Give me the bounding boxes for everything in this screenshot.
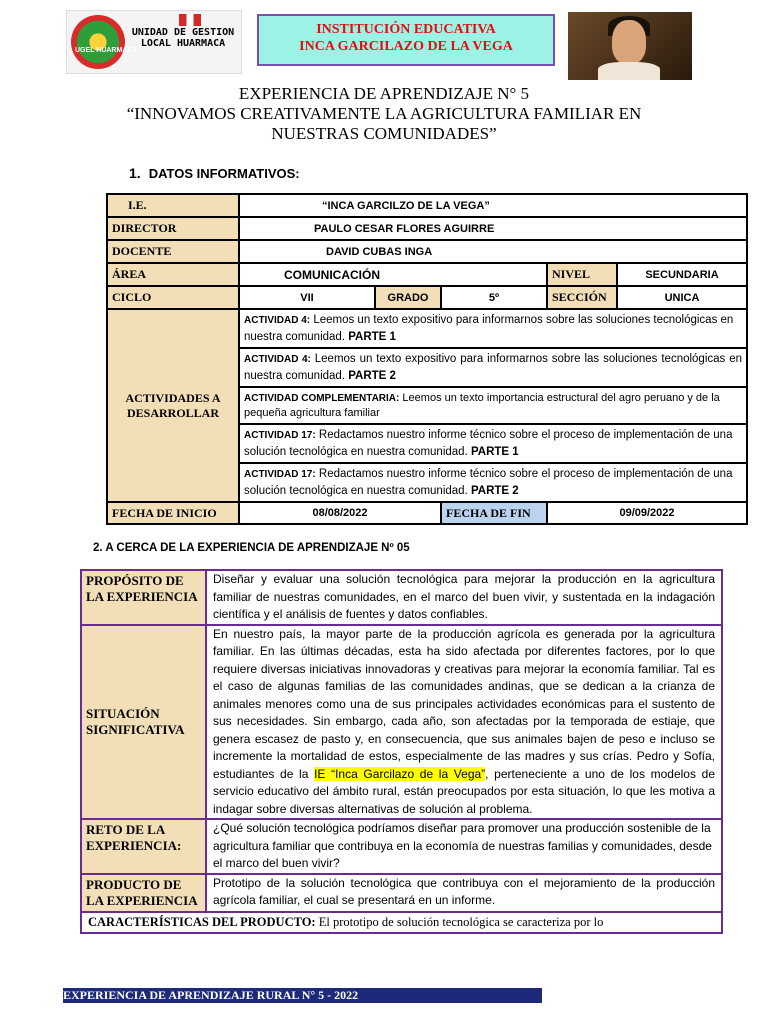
grado-label: GRADO <box>375 286 441 309</box>
caracteristicas-row <box>81 912 722 934</box>
table-row <box>107 286 747 309</box>
table-row <box>107 502 747 524</box>
actividad-item: ACTIVIDAD 4: Leemos un texto expositivo para informarnos sobre las soluciones tecnológicas en nuestra comunidad. PARTE 2 <box>239 348 747 387</box>
logo-text: UNIDAD DE GESTION LOCAL HUARMACA <box>131 27 235 49</box>
actividades-label: ACTIVIDADES A DESARROLLAR <box>107 309 239 502</box>
ie-value: “INCA GARCILZO DE LA VEGA” <box>239 194 747 217</box>
portrait-collar <box>598 62 660 80</box>
actividad-item: ACTIVIDAD 4: Leemos un texto expositivo para informarnos sobre las soluciones tecnológicas en nuestra comunidad. PARTE 1 <box>239 309 747 348</box>
section1-number: 1. <box>129 165 141 181</box>
section1-heading <box>129 165 300 181</box>
actividad-item: ACTIVIDAD 17: Redactamos nuestro informe técnico sobre el proceso de implementación de una solución tecnológica en nuestra comunidad. PARTE 1 <box>239 424 747 463</box>
actividad-item: ACTIVIDAD COMPLEMENTARIA: Leemos un texto importancia estructural del agro peruano y de la pequeña agricultura familiar <box>239 387 747 424</box>
footer-bar: EXPERIENCIA DE APRENDIZAJE RURAL N° 5 - 2022 <box>63 988 542 1003</box>
portrait-image <box>568 12 692 80</box>
ciclo-value: VII <box>239 286 375 309</box>
section1-title: DATOS INFORMATIVOS: <box>148 166 300 181</box>
fecha-fin-value: 09/09/2022 <box>547 502 747 524</box>
ugel-logo <box>66 10 242 74</box>
title-line1: EXPERIENCIA DE APRENDIZAJE N° 5 <box>238 84 530 103</box>
table-row <box>107 309 747 348</box>
ie-label: I.E. <box>107 194 239 217</box>
seal-text: UGEL HUARMACA <box>75 47 138 54</box>
table-row <box>81 625 722 820</box>
highlighted-school-name: IE “Inca Garcilazo de la Vega” <box>314 766 486 781</box>
institution-line1: INSTITUCIÓN EDUCATIVA <box>316 22 496 37</box>
table-row <box>107 240 747 263</box>
page-title <box>0 84 768 144</box>
producto-label: PRODUCTO DE LA EXPERIENCIA <box>81 874 206 912</box>
nivel-value: SECUNDARIA <box>617 263 747 286</box>
fecha-inicio-label: FECHA DE INICIO <box>107 502 239 524</box>
reto-label: RETO DE LA EXPERIENCIA: <box>81 819 206 874</box>
director-label: DIRECTOR <box>107 217 239 240</box>
grado-value: 5º <box>441 286 547 309</box>
seccion-label: SECCIÓN <box>547 286 617 309</box>
caracteristicas-text: El prototipo de solución tecnológica se caracteriza por lo <box>315 914 604 929</box>
seccion-value: UNICA <box>617 286 747 309</box>
fecha-fin-label: FECHA DE FIN <box>441 502 547 524</box>
situacion-text: En nuestro país, la mayor parte de la producción agrícola es generada por la agricultura familiar. En las últimas décadas, esta ha sido afectada por diferentes factores, por lo que requiere diversas iniciativas innovadoras y creativas para mejorar la economía familiar. Tal es el caso de algunas familias de las comunidades andinas, que se dedican a la crianza de animales menores como una de sus principales actividades económicas para el sustento de sus necesidades. Sin embargo, cada año, son afectadas por la temporada de estiaje, que genera escasez de pasto y, en consecuencia, que sus animales bajen de peso e incluso se incremente la mortalidad de estos, especialmente de las madres y sus crías. Pedro y Sofía, estudiantes de la IE “Inca Garcilazo de la Vega”, perteneciente a uno de los modelos de servicio educativo del ámbito rural, están preocupados por esta situación, lo que les motiva a indagar sobre diversas alternativas de solución al problema. <box>206 625 722 820</box>
situacion-label: SITUACIÓN SIGNIFICATIVA <box>81 625 206 820</box>
peru-flag-icon <box>179 14 201 26</box>
actividad-item: ACTIVIDAD 17: Redactamos nuestro informe técnico sobre el proceso de implementación de una solución tecnológica en nuestra comunidad. PARTE 2 <box>239 463 747 502</box>
ciclo-label: CICLO <box>107 286 239 309</box>
area-value: COMUNICACIÓN <box>239 263 547 286</box>
table-row <box>81 912 722 934</box>
reto-text: ¿Qué solución tecnológica podríamos diseñar para promover una producción sostenible de la agricultura familiar que contribuya en la economía de nuestras familias y comunidades, desde el marco del buen vivir? <box>206 819 722 874</box>
table-row <box>107 263 747 286</box>
table-row <box>107 217 747 240</box>
nivel-label: NIVEL <box>547 263 617 286</box>
institution-line2: INCA GARCILAZO DE LA VEGA <box>299 39 513 54</box>
area-label: ÁREA <box>107 263 239 286</box>
title-line3: NUESTRAS COMUNIDADES” <box>271 124 497 143</box>
portrait-face <box>612 20 646 64</box>
experiencia-table <box>80 569 723 934</box>
datos-table <box>106 193 748 525</box>
table-row <box>107 194 747 217</box>
docente-label: DOCENTE <box>107 240 239 263</box>
docente-value: DAVID CUBAS INGA <box>239 240 747 263</box>
table-row <box>81 570 722 625</box>
caracteristicas-label: CARACTERÍSTICAS DEL PRODUCTO: <box>88 914 316 929</box>
table-row <box>81 874 722 912</box>
fecha-inicio-value: 08/08/2022 <box>239 502 441 524</box>
section2-heading: 2. A CERCA DE LA EXPERIENCIA DE APRENDIZAJE Nº 05 <box>93 542 410 554</box>
ugel-seal-icon <box>71 15 125 69</box>
institution-banner <box>257 14 555 66</box>
producto-text: Prototipo de la solución tecnológica que contribuya con el mejoramiento de la producción agrícola familiar, el cual se presentará en un informe. <box>206 874 722 912</box>
table-row <box>81 819 722 874</box>
director-value: PAULO CESAR FLORES AGUIRRE <box>239 217 747 240</box>
title-line2: “INNOVAMOS CREATIVAMENTE LA AGRICULTURA FAMILIAR EN <box>126 104 642 123</box>
proposito-label: PROPÓSITO DE LA EXPERIENCIA <box>81 570 206 625</box>
proposito-text: Diseñar y evaluar una solución tecnológica para mejorar la producción en la agricultura familiar de nuestras comunidades, en el marco del buen vivir, y sustentada en la indagación científica y el análisis de fuentes y datos confiables. <box>206 570 722 625</box>
